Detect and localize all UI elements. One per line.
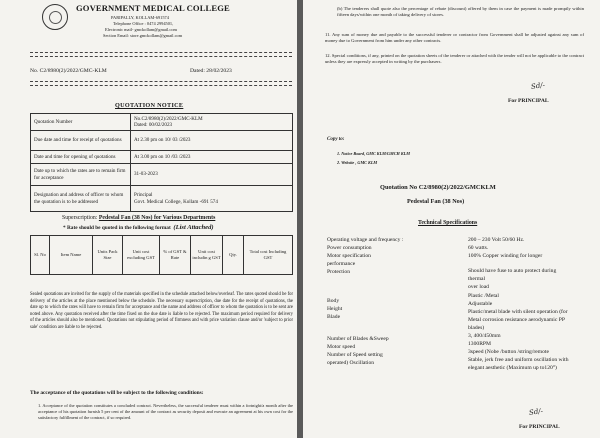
acceptance-heading: The acceptance of the quotations will be subject to the following conditions: xyxy=(30,390,204,396)
table-row xyxy=(31,236,293,275)
spec-value: 3speed (Nobe /button /string/remote xyxy=(468,349,549,355)
copy-item: 2. Website , GMC KLM xyxy=(337,160,378,165)
spec-value: thermal xyxy=(468,276,486,282)
divider xyxy=(30,85,292,86)
clause-12: 12. Special conditions, if any, printed on the quotation sheets of the tenderer or attached with the tender will not be applicable to the contract unless they are expressly accepted in writing by the purchasers. xyxy=(325,53,584,65)
spec-value: Plastic/metal blade with silent operation (for xyxy=(468,309,568,315)
spec-key: Number of Speed setting xyxy=(327,352,383,358)
for-principal-label: For PRINCIPAL xyxy=(508,98,549,104)
clause-b: (b) The tenderers shall quote also the percentage of rebate (discount) offered by them in case the payment is made promptly within fifteen days/within one month of taking delivery of stores. xyxy=(337,6,584,18)
spec-value: 60 watts. xyxy=(468,245,489,251)
college-address: PARIPALLY, KOLLAM-691574 xyxy=(111,15,169,20)
spec-key: Height xyxy=(327,306,343,312)
quotation-date-value: Dated: 00/02/2023 xyxy=(134,122,173,128)
spec-value: Plastic /Metal xyxy=(468,293,499,299)
column-header: Item Name xyxy=(50,236,93,275)
row-label: Date and time for opening of quotations xyxy=(31,151,131,164)
copy-item: 1. Notice Board, GMC KLM/GMCH KLM xyxy=(337,151,410,156)
reference-number: No. C2/8980(2)/2022/GMC-KLM xyxy=(30,68,107,74)
invitation-paragraph: Sealed quotations are invited for the supply of the materials specified in the schedule attached below/overleaf. The rates quoted should be for delivery of the articles at the place mentioned below the schedule. The necessary superscription, due date for the receipt of quotations, the date up to which the rates will have to remain firm for acceptance and the name and address of officer to whom the quotation is to be sent are noted above. Any quotation received after the time fixed on the due date is liable to be rejected. The maximum period required for delivery of the articles should also be mentioned. Quotations not stipulating period of firmness and with price variation clause and/or 'subject to prior sale' condition are liable to be rejected. xyxy=(30,292,293,331)
notice-title: QUOTATION NOTICE xyxy=(115,102,184,109)
quotation-details-table xyxy=(30,113,293,212)
column-header: Sl. No xyxy=(31,236,50,275)
table-row xyxy=(31,131,293,151)
spec-value: Should have fuse to auto protect during xyxy=(468,268,557,274)
column-header: Total cost Including GST xyxy=(244,236,293,275)
rate-format-table xyxy=(30,235,293,275)
college-name: GOVERNMENT MEDICAL COLLEGE xyxy=(76,3,230,13)
quotation-number-heading: Quotation No C2/8980(2)/2022/GMCKLM xyxy=(380,184,496,191)
spec-key: Operating voltage and frequency : xyxy=(327,237,404,243)
row-label: Quotation Number xyxy=(31,114,131,131)
divider xyxy=(30,52,292,53)
column-header: Unit cost excluding GST xyxy=(123,236,160,275)
row-value: 31-03-2023 xyxy=(131,164,293,186)
spec-key: Power consumption xyxy=(327,245,372,251)
spec-key: Protection xyxy=(327,269,350,275)
superscription xyxy=(62,215,215,221)
college-email: Electronic mail- gmckollam@gmail.com xyxy=(105,27,177,32)
column-header: Units Pack Size xyxy=(93,236,123,275)
officer-designation: Principal xyxy=(134,192,153,199)
reference-date: Dated: 28/02/2023 xyxy=(190,68,232,74)
spec-value: Adjustable xyxy=(468,301,493,307)
page-2 xyxy=(303,0,600,438)
spec-key: Motor specification xyxy=(327,253,371,259)
spec-value: Metal corrosion resistance aerodynamic PP xyxy=(468,317,565,323)
row-label: Designation and address of officer to whom the quotation is to be addressed xyxy=(31,186,131,212)
rate-note-text: * Rate should be quoted in the following format xyxy=(63,225,171,231)
superscription-value: Pedestal Fan (38 Nos) for Various Departments xyxy=(98,215,216,221)
table-row xyxy=(31,151,293,164)
spec-value: 100% Copper winding for longer xyxy=(468,253,543,259)
row-value xyxy=(131,114,293,131)
rate-note xyxy=(63,224,214,231)
row-value xyxy=(131,186,293,212)
spec-value: over load xyxy=(468,284,489,290)
table-row xyxy=(31,114,293,131)
principal-signature: Sd/- xyxy=(528,407,544,417)
principal-signature: Sd/- xyxy=(530,81,546,91)
spec-key: Blade xyxy=(327,314,341,320)
officer-address: Govt. Medical College, Kollam -691 574 xyxy=(134,198,218,205)
column-header: Qty. xyxy=(223,236,244,275)
tech-spec-title: Technical Specifications xyxy=(418,220,478,226)
divider xyxy=(30,56,292,57)
spec-value: Stable, jerk free and uniform oscillation with xyxy=(468,357,569,363)
row-value: At 3.00 pm on 10 /03 /2023 xyxy=(131,151,293,164)
divider xyxy=(30,81,292,82)
condition-1: 1. Acceptance of the quotation constitutes a concluded contract. Nevertheless, the successful tenderer must within a fortnight/a month after the acceptance of his quotation furnish 5 per cent of the amount of the contract as security deposit and execute an agreement at his own cost for the satisfactory fulfillment of the contract, if so required. xyxy=(38,403,293,421)
college-emblem-icon xyxy=(42,4,68,30)
copy-to-label: Copy to: xyxy=(327,137,345,142)
spec-value: 200 – 230 Volt 50/60 Hz. xyxy=(468,237,525,243)
table-row xyxy=(31,186,293,212)
spec-key: performance xyxy=(327,261,356,267)
spec-value: 1300RPM xyxy=(468,341,492,347)
spec-value: elegant aesthetic (Maximum up to120°) xyxy=(468,365,557,371)
column-header: % of GST & Rate xyxy=(160,236,191,275)
for-principal-label: For PRINCIPAL xyxy=(519,424,560,430)
row-label: Due date and time for receipt of quotations xyxy=(31,131,131,151)
spec-value: 3, 400/450mm xyxy=(468,333,501,339)
page-1 xyxy=(0,0,297,438)
product-heading: Pedestal Fan (38 Nos) xyxy=(407,198,465,205)
column-header: Unit cost includin g GST xyxy=(191,236,223,275)
row-label: Date up to which the rates are to remain firm for acceptance xyxy=(31,164,131,186)
spec-value: blades) xyxy=(468,325,485,331)
superscription-label: Superscription: xyxy=(62,215,98,221)
spec-key: Number of Blades &Sweep xyxy=(327,336,389,342)
spec-key: Motor speed xyxy=(327,344,356,350)
list-attached-label: (List Attached) xyxy=(173,224,214,231)
spec-key: operated) Oscillation xyxy=(327,360,375,366)
store-email: Section Email: store.gmckollam@gmail.com xyxy=(103,33,183,38)
clause-11: 11. Any sum of money due and payable to the successful tenderer or contractor from Government shall be adjusted against any sum of money due to Government from him under any other contracts. xyxy=(325,32,584,44)
quotation-number-value: No.C2/8980(2)/2022/GMC-KLM xyxy=(134,115,203,122)
college-phone: Telephone Office : 0474 2994501, xyxy=(113,21,174,26)
spec-key: Body xyxy=(327,298,340,304)
row-value: At 2.30 pm on 10/ 03 /2023 xyxy=(131,131,293,151)
table-row xyxy=(31,164,293,186)
